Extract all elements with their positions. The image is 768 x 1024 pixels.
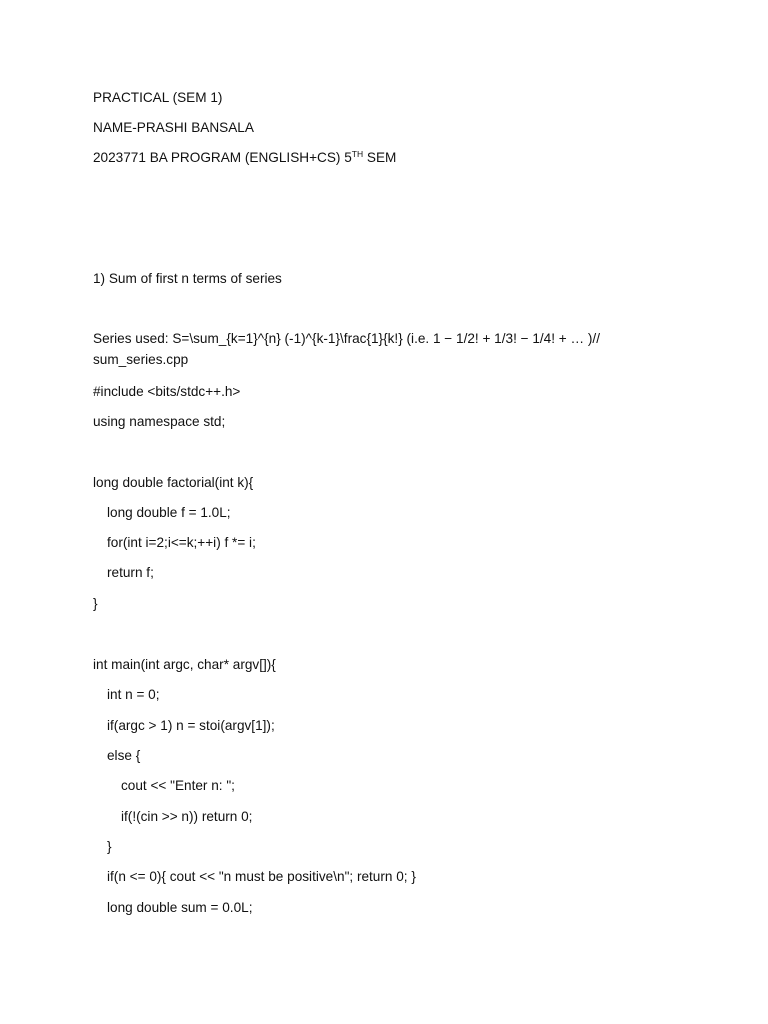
code-line: if(!(cin >> n)) return 0; bbox=[121, 809, 253, 824]
code-line: long double f = 1.0L; bbox=[107, 505, 231, 520]
code-line: cout << "Enter n: "; bbox=[121, 778, 235, 793]
header-program-tail: SEM bbox=[363, 150, 397, 165]
code-line: for(int i=2;i<=k;++i) f *= i; bbox=[107, 535, 256, 550]
code-line: int n = 0; bbox=[107, 687, 160, 702]
code-line: using namespace std; bbox=[93, 414, 226, 429]
code-line: int main(int argc, char* argv[]){ bbox=[93, 657, 276, 672]
code-line: if(n <= 0){ cout << "n must be positive\n"; return 0; } bbox=[107, 869, 416, 884]
code-line: else { bbox=[107, 748, 141, 763]
header-name: NAME-PRASHI BANSALA bbox=[93, 120, 254, 135]
header-program bbox=[93, 149, 396, 166]
code-line: long double sum = 0.0L; bbox=[107, 900, 253, 915]
code-line: } bbox=[107, 839, 112, 854]
header-program-text: 2023771 BA PROGRAM (ENGLISH+CS) 5 bbox=[93, 150, 352, 165]
header-practical: PRACTICAL (SEM 1) bbox=[93, 90, 223, 105]
code-line: long double factorial(int k){ bbox=[93, 475, 254, 490]
code-line: #include <bits/stdc++.h> bbox=[93, 384, 241, 399]
code-line: if(argc > 1) n = stoi(argv[1]); bbox=[107, 718, 275, 733]
series-description: Series used: S=\sum_{k=1}^{n} (-1)^{k-1}\frac{1}{k!} (i.e. 1 − 1/2! + 1/3! − 1/4! + … )// sum_series.cpp bbox=[93, 331, 600, 367]
code-line: } bbox=[93, 596, 98, 611]
section-heading: 1) Sum of first n terms of series bbox=[93, 271, 282, 286]
code-line: return f; bbox=[107, 565, 154, 580]
header-program-superscript: TH bbox=[351, 149, 364, 159]
